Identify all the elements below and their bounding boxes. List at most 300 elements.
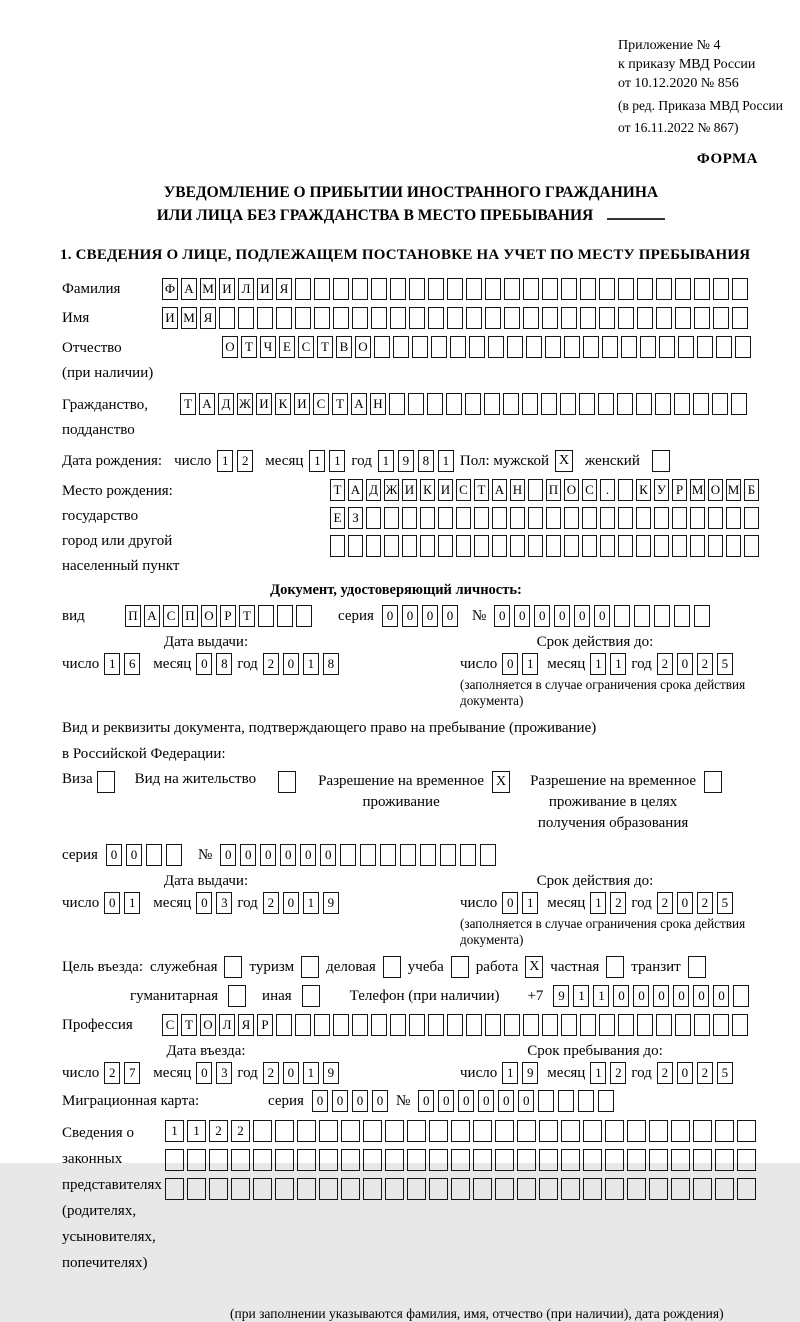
char-cell[interactable] xyxy=(474,507,489,529)
char-cell[interactable]: 9 xyxy=(323,892,339,914)
char-cell[interactable] xyxy=(618,1014,634,1036)
char-cell[interactable]: 0 xyxy=(220,844,236,866)
char-cell[interactable]: Т xyxy=(317,336,333,358)
char-cell[interactable] xyxy=(618,479,633,501)
char-cell[interactable]: 0 xyxy=(514,605,530,627)
char-cell[interactable]: А xyxy=(348,479,363,501)
char-cell[interactable] xyxy=(583,1178,602,1200)
char-cell[interactable]: С xyxy=(313,393,329,415)
char-cell[interactable]: 0 xyxy=(260,844,276,866)
char-cell[interactable] xyxy=(634,605,650,627)
char-cell[interactable] xyxy=(649,1149,668,1171)
char-cell[interactable] xyxy=(352,307,368,329)
char-cell[interactable] xyxy=(187,1178,206,1200)
char-cell[interactable]: 2 xyxy=(231,1120,250,1142)
char-cell[interactable]: 0 xyxy=(498,1090,514,1112)
char-cell[interactable] xyxy=(340,844,356,866)
char-cell[interactable]: А xyxy=(199,393,215,415)
char-cell[interactable] xyxy=(649,1178,668,1200)
char-cell[interactable] xyxy=(492,507,507,529)
char-cell[interactable] xyxy=(431,336,447,358)
char-cell[interactable] xyxy=(708,507,723,529)
char-cell[interactable]: 0 xyxy=(554,605,570,627)
char-cell[interactable]: Ж xyxy=(237,393,253,415)
char-cell[interactable] xyxy=(446,393,462,415)
char-cell[interactable]: 0 xyxy=(673,985,689,1007)
char-cell[interactable] xyxy=(636,507,651,529)
char-cell[interactable]: 0 xyxy=(713,985,729,1007)
char-cell[interactable]: 9 xyxy=(522,1062,538,1084)
char-cell[interactable]: 5 xyxy=(717,1062,733,1084)
char-cell[interactable] xyxy=(485,1014,501,1036)
char-cell[interactable] xyxy=(564,336,580,358)
char-cell[interactable] xyxy=(363,1178,382,1200)
char-cell[interactable] xyxy=(716,336,732,358)
char-cell[interactable]: 1 xyxy=(303,1062,319,1084)
char-cell[interactable] xyxy=(390,278,406,300)
char-cell[interactable] xyxy=(528,507,543,529)
char-cell[interactable]: 0 xyxy=(677,653,693,675)
char-cell[interactable]: О xyxy=(200,1014,216,1036)
char-cell[interactable] xyxy=(737,1149,756,1171)
char-cell[interactable] xyxy=(296,605,312,627)
char-cell[interactable] xyxy=(371,1014,387,1036)
char-cell[interactable] xyxy=(627,1120,646,1142)
char-cell[interactable]: 1 xyxy=(593,985,609,1007)
char-cell[interactable]: С xyxy=(582,479,597,501)
char-cell[interactable] xyxy=(621,336,637,358)
char-cell[interactable] xyxy=(319,1149,338,1171)
char-cell[interactable]: 1 xyxy=(610,653,626,675)
char-cell[interactable]: 1 xyxy=(309,450,325,472)
char-cell[interactable] xyxy=(402,507,417,529)
char-cell[interactable]: 0 xyxy=(280,844,296,866)
char-cell[interactable]: С xyxy=(298,336,314,358)
char-cell[interactable]: У xyxy=(654,479,669,501)
visa-checkbox[interactable] xyxy=(97,771,115,793)
char-cell[interactable] xyxy=(366,535,381,557)
char-cell[interactable]: 0 xyxy=(494,605,510,627)
char-cell[interactable]: 3 xyxy=(216,892,232,914)
char-cell[interactable] xyxy=(627,1178,646,1200)
char-cell[interactable]: 8 xyxy=(216,653,232,675)
char-cell[interactable] xyxy=(655,393,671,415)
char-cell[interactable] xyxy=(400,844,416,866)
char-cell[interactable] xyxy=(402,535,417,557)
char-cell[interactable]: П xyxy=(125,605,141,627)
char-cell[interactable] xyxy=(726,535,741,557)
char-cell[interactable] xyxy=(712,393,728,415)
char-cell[interactable] xyxy=(618,507,633,529)
char-cell[interactable] xyxy=(295,1014,311,1036)
char-cell[interactable]: Т xyxy=(241,336,257,358)
char-cell[interactable] xyxy=(583,1120,602,1142)
char-cell[interactable]: Т xyxy=(180,393,196,415)
char-cell[interactable] xyxy=(539,1120,558,1142)
char-cell[interactable] xyxy=(390,1014,406,1036)
char-cell[interactable]: П xyxy=(546,479,561,501)
char-cell[interactable] xyxy=(672,535,687,557)
char-cell[interactable] xyxy=(510,535,525,557)
char-cell[interactable] xyxy=(598,393,614,415)
char-cell[interactable]: О xyxy=(355,336,371,358)
char-cell[interactable] xyxy=(473,1149,492,1171)
char-cell[interactable] xyxy=(561,278,577,300)
char-cell[interactable] xyxy=(319,1120,338,1142)
char-cell[interactable] xyxy=(447,1014,463,1036)
char-cell[interactable] xyxy=(384,507,399,529)
char-cell[interactable] xyxy=(384,535,399,557)
char-cell[interactable] xyxy=(258,605,274,627)
char-cell[interactable] xyxy=(671,1149,690,1171)
char-cell[interactable] xyxy=(385,1149,404,1171)
char-cell[interactable] xyxy=(600,507,615,529)
char-cell[interactable] xyxy=(209,1149,228,1171)
char-cell[interactable] xyxy=(341,1178,360,1200)
char-cell[interactable] xyxy=(165,1178,184,1200)
char-cell[interactable]: Р xyxy=(220,605,236,627)
char-cell[interactable] xyxy=(605,1120,624,1142)
char-cell[interactable]: 2 xyxy=(209,1120,228,1142)
char-cell[interactable] xyxy=(583,336,599,358)
char-cell[interactable] xyxy=(674,393,690,415)
char-cell[interactable] xyxy=(428,1014,444,1036)
char-cell[interactable] xyxy=(257,307,273,329)
char-cell[interactable] xyxy=(341,1149,360,1171)
char-cell[interactable] xyxy=(166,844,182,866)
char-cell[interactable] xyxy=(393,336,409,358)
purpose-humanitarian-checkbox[interactable] xyxy=(228,985,246,1007)
char-cell[interactable] xyxy=(523,307,539,329)
char-cell[interactable]: И xyxy=(256,393,272,415)
char-cell[interactable] xyxy=(275,1178,294,1200)
char-cell[interactable] xyxy=(640,336,656,358)
char-cell[interactable]: 0 xyxy=(677,1062,693,1084)
char-cell[interactable]: С xyxy=(162,1014,178,1036)
char-cell[interactable]: Ч xyxy=(260,336,276,358)
char-cell[interactable]: Л xyxy=(238,278,254,300)
char-cell[interactable]: Я xyxy=(200,307,216,329)
char-cell[interactable]: Т xyxy=(332,393,348,415)
char-cell[interactable] xyxy=(656,307,672,329)
char-cell[interactable]: А xyxy=(351,393,367,415)
char-cell[interactable] xyxy=(504,278,520,300)
char-cell[interactable]: 6 xyxy=(124,653,140,675)
char-cell[interactable] xyxy=(675,1014,691,1036)
char-cell[interactable]: 2 xyxy=(610,892,626,914)
char-cell[interactable] xyxy=(209,1178,228,1200)
char-cell[interactable] xyxy=(440,844,456,866)
char-cell[interactable] xyxy=(578,1090,594,1112)
char-cell[interactable] xyxy=(528,479,543,501)
char-cell[interactable] xyxy=(713,278,729,300)
char-cell[interactable] xyxy=(473,1178,492,1200)
char-cell[interactable] xyxy=(333,1014,349,1036)
char-cell[interactable] xyxy=(671,1120,690,1142)
char-cell[interactable] xyxy=(693,393,709,415)
char-cell[interactable] xyxy=(231,1178,250,1200)
char-cell[interactable] xyxy=(539,1178,558,1200)
char-cell[interactable]: 7 xyxy=(124,1062,140,1084)
char-cell[interactable] xyxy=(618,307,634,329)
sex-female-checkbox[interactable] xyxy=(652,450,670,472)
char-cell[interactable]: 0 xyxy=(300,844,316,866)
char-cell[interactable] xyxy=(371,307,387,329)
char-cell[interactable] xyxy=(407,1120,426,1142)
char-cell[interactable] xyxy=(465,393,481,415)
char-cell[interactable] xyxy=(409,278,425,300)
char-cell[interactable]: 2 xyxy=(263,1062,279,1084)
char-cell[interactable]: Е xyxy=(279,336,295,358)
char-cell[interactable] xyxy=(412,336,428,358)
char-cell[interactable]: Р xyxy=(672,479,687,501)
char-cell[interactable]: К xyxy=(636,479,651,501)
char-cell[interactable] xyxy=(656,1014,672,1036)
char-cell[interactable]: 0 xyxy=(478,1090,494,1112)
char-cell[interactable] xyxy=(674,605,690,627)
char-cell[interactable]: 8 xyxy=(418,450,434,472)
char-cell[interactable] xyxy=(545,336,561,358)
purpose-business-checkbox[interactable] xyxy=(383,956,401,978)
char-cell[interactable] xyxy=(654,507,669,529)
char-cell[interactable] xyxy=(580,307,596,329)
char-cell[interactable] xyxy=(450,336,466,358)
char-cell[interactable] xyxy=(466,1014,482,1036)
char-cell[interactable]: 0 xyxy=(438,1090,454,1112)
char-cell[interactable] xyxy=(614,605,630,627)
char-cell[interactable] xyxy=(637,307,653,329)
char-cell[interactable] xyxy=(694,1014,710,1036)
char-cell[interactable]: 1 xyxy=(522,653,538,675)
char-cell[interactable]: О xyxy=(708,479,723,501)
char-cell[interactable] xyxy=(541,393,557,415)
char-cell[interactable] xyxy=(231,1149,250,1171)
char-cell[interactable] xyxy=(297,1178,316,1200)
char-cell[interactable] xyxy=(295,307,311,329)
char-cell[interactable] xyxy=(451,1149,470,1171)
char-cell[interactable]: 9 xyxy=(398,450,414,472)
char-cell[interactable] xyxy=(732,278,748,300)
char-cell[interactable]: П xyxy=(182,605,198,627)
char-cell[interactable]: Н xyxy=(370,393,386,415)
char-cell[interactable]: 0 xyxy=(613,985,629,1007)
char-cell[interactable] xyxy=(737,1178,756,1200)
char-cell[interactable] xyxy=(429,1149,448,1171)
char-cell[interactable]: К xyxy=(420,479,435,501)
char-cell[interactable]: 2 xyxy=(263,653,279,675)
char-cell[interactable] xyxy=(428,307,444,329)
char-cell[interactable] xyxy=(654,535,669,557)
char-cell[interactable]: 0 xyxy=(418,1090,434,1112)
char-cell[interactable]: Т xyxy=(239,605,255,627)
char-cell[interactable] xyxy=(146,844,162,866)
char-cell[interactable] xyxy=(253,1178,272,1200)
char-cell[interactable]: 1 xyxy=(573,985,589,1007)
char-cell[interactable]: 2 xyxy=(697,892,713,914)
char-cell[interactable]: 1 xyxy=(438,450,454,472)
char-cell[interactable]: 0 xyxy=(283,892,299,914)
char-cell[interactable] xyxy=(275,1149,294,1171)
char-cell[interactable] xyxy=(558,1090,574,1112)
char-cell[interactable]: 0 xyxy=(104,892,120,914)
char-cell[interactable] xyxy=(503,393,519,415)
char-cell[interactable] xyxy=(713,1014,729,1036)
sex-male-checkbox[interactable]: X xyxy=(555,450,573,472)
char-cell[interactable]: 1 xyxy=(502,1062,518,1084)
char-cell[interactable] xyxy=(504,1014,520,1036)
char-cell[interactable] xyxy=(297,1120,316,1142)
char-cell[interactable] xyxy=(735,336,751,358)
char-cell[interactable]: 9 xyxy=(323,1062,339,1084)
char-cell[interactable] xyxy=(697,336,713,358)
char-cell[interactable]: 1 xyxy=(124,892,140,914)
char-cell[interactable] xyxy=(333,307,349,329)
char-cell[interactable]: 0 xyxy=(283,653,299,675)
char-cell[interactable]: 0 xyxy=(502,653,518,675)
char-cell[interactable] xyxy=(371,278,387,300)
char-cell[interactable]: 2 xyxy=(697,1062,713,1084)
char-cell[interactable]: Я xyxy=(238,1014,254,1036)
char-cell[interactable] xyxy=(219,307,235,329)
char-cell[interactable]: 0 xyxy=(382,605,398,627)
char-cell[interactable] xyxy=(352,278,368,300)
char-cell[interactable] xyxy=(504,307,520,329)
char-cell[interactable] xyxy=(732,1014,748,1036)
char-cell[interactable] xyxy=(385,1178,404,1200)
char-cell[interactable]: 1 xyxy=(378,450,394,472)
char-cell[interactable] xyxy=(488,336,504,358)
char-cell[interactable] xyxy=(637,278,653,300)
char-cell[interactable]: 0 xyxy=(332,1090,348,1112)
char-cell[interactable] xyxy=(546,535,561,557)
char-cell[interactable]: 0 xyxy=(574,605,590,627)
char-cell[interactable] xyxy=(363,1120,382,1142)
purpose-transit-checkbox[interactable] xyxy=(688,956,706,978)
char-cell[interactable]: И xyxy=(294,393,310,415)
char-cell[interactable] xyxy=(485,278,501,300)
char-cell[interactable] xyxy=(276,1014,292,1036)
char-cell[interactable] xyxy=(737,1120,756,1142)
char-cell[interactable]: С xyxy=(456,479,471,501)
char-cell[interactable]: М xyxy=(726,479,741,501)
char-cell[interactable]: 1 xyxy=(303,892,319,914)
char-cell[interactable] xyxy=(427,393,443,415)
char-cell[interactable] xyxy=(693,1178,712,1200)
char-cell[interactable] xyxy=(480,844,496,866)
char-cell[interactable] xyxy=(385,1120,404,1142)
char-cell[interactable]: 2 xyxy=(104,1062,120,1084)
rvp-education-checkbox[interactable] xyxy=(704,771,722,793)
residence-permit-checkbox[interactable] xyxy=(278,771,296,793)
purpose-official-checkbox[interactable] xyxy=(224,956,242,978)
char-cell[interactable] xyxy=(363,1149,382,1171)
char-cell[interactable] xyxy=(694,278,710,300)
char-cell[interactable] xyxy=(542,307,558,329)
char-cell[interactable]: 0 xyxy=(442,605,458,627)
char-cell[interactable]: 0 xyxy=(372,1090,388,1112)
char-cell[interactable]: . xyxy=(600,479,615,501)
char-cell[interactable] xyxy=(582,507,597,529)
char-cell[interactable] xyxy=(672,507,687,529)
char-cell[interactable] xyxy=(253,1120,272,1142)
char-cell[interactable]: 2 xyxy=(237,450,253,472)
char-cell[interactable] xyxy=(694,307,710,329)
char-cell[interactable]: 0 xyxy=(594,605,610,627)
char-cell[interactable] xyxy=(389,393,405,415)
char-cell[interactable] xyxy=(731,393,747,415)
char-cell[interactable] xyxy=(617,393,633,415)
char-cell[interactable]: И xyxy=(162,307,178,329)
char-cell[interactable] xyxy=(314,278,330,300)
char-cell[interactable]: 0 xyxy=(196,892,212,914)
char-cell[interactable]: 0 xyxy=(502,892,518,914)
char-cell[interactable] xyxy=(420,844,436,866)
char-cell[interactable]: Т xyxy=(181,1014,197,1036)
char-cell[interactable]: 2 xyxy=(263,892,279,914)
char-cell[interactable] xyxy=(484,393,500,415)
char-cell[interactable] xyxy=(366,507,381,529)
char-cell[interactable] xyxy=(341,1120,360,1142)
char-cell[interactable]: 0 xyxy=(534,605,550,627)
char-cell[interactable] xyxy=(600,535,615,557)
char-cell[interactable] xyxy=(314,1014,330,1036)
char-cell[interactable] xyxy=(466,278,482,300)
char-cell[interactable] xyxy=(649,1120,668,1142)
char-cell[interactable]: 0 xyxy=(677,892,693,914)
char-cell[interactable]: О xyxy=(222,336,238,358)
char-cell[interactable]: Ф xyxy=(162,278,178,300)
char-cell[interactable] xyxy=(469,336,485,358)
char-cell[interactable] xyxy=(733,985,749,1007)
purpose-other-checkbox[interactable] xyxy=(302,985,320,1007)
char-cell[interactable] xyxy=(408,393,424,415)
char-cell[interactable]: 2 xyxy=(657,1062,673,1084)
char-cell[interactable] xyxy=(708,535,723,557)
char-cell[interactable] xyxy=(165,1149,184,1171)
char-cell[interactable]: 8 xyxy=(323,653,339,675)
char-cell[interactable]: 1 xyxy=(522,892,538,914)
char-cell[interactable] xyxy=(605,1178,624,1200)
char-cell[interactable]: 0 xyxy=(352,1090,368,1112)
char-cell[interactable]: 0 xyxy=(196,1062,212,1084)
char-cell[interactable] xyxy=(542,1014,558,1036)
purpose-study-checkbox[interactable] xyxy=(451,956,469,978)
char-cell[interactable] xyxy=(715,1120,734,1142)
char-cell[interactable] xyxy=(390,307,406,329)
rvp-checkbox[interactable]: X xyxy=(492,771,510,793)
char-cell[interactable]: 0 xyxy=(693,985,709,1007)
char-cell[interactable] xyxy=(523,278,539,300)
char-cell[interactable] xyxy=(485,307,501,329)
char-cell[interactable] xyxy=(539,1149,558,1171)
char-cell[interactable] xyxy=(473,1120,492,1142)
char-cell[interactable] xyxy=(732,307,748,329)
char-cell[interactable] xyxy=(713,307,729,329)
char-cell[interactable]: 0 xyxy=(402,605,418,627)
char-cell[interactable]: И xyxy=(257,278,273,300)
char-cell[interactable] xyxy=(599,1014,615,1036)
char-cell[interactable] xyxy=(675,278,691,300)
char-cell[interactable] xyxy=(523,1014,539,1036)
char-cell[interactable]: 0 xyxy=(196,653,212,675)
char-cell[interactable]: 0 xyxy=(126,844,142,866)
char-cell[interactable] xyxy=(333,278,349,300)
char-cell[interactable]: 1 xyxy=(329,450,345,472)
char-cell[interactable] xyxy=(330,535,345,557)
char-cell[interactable] xyxy=(627,1149,646,1171)
char-cell[interactable]: И xyxy=(438,479,453,501)
char-cell[interactable]: 0 xyxy=(283,1062,299,1084)
